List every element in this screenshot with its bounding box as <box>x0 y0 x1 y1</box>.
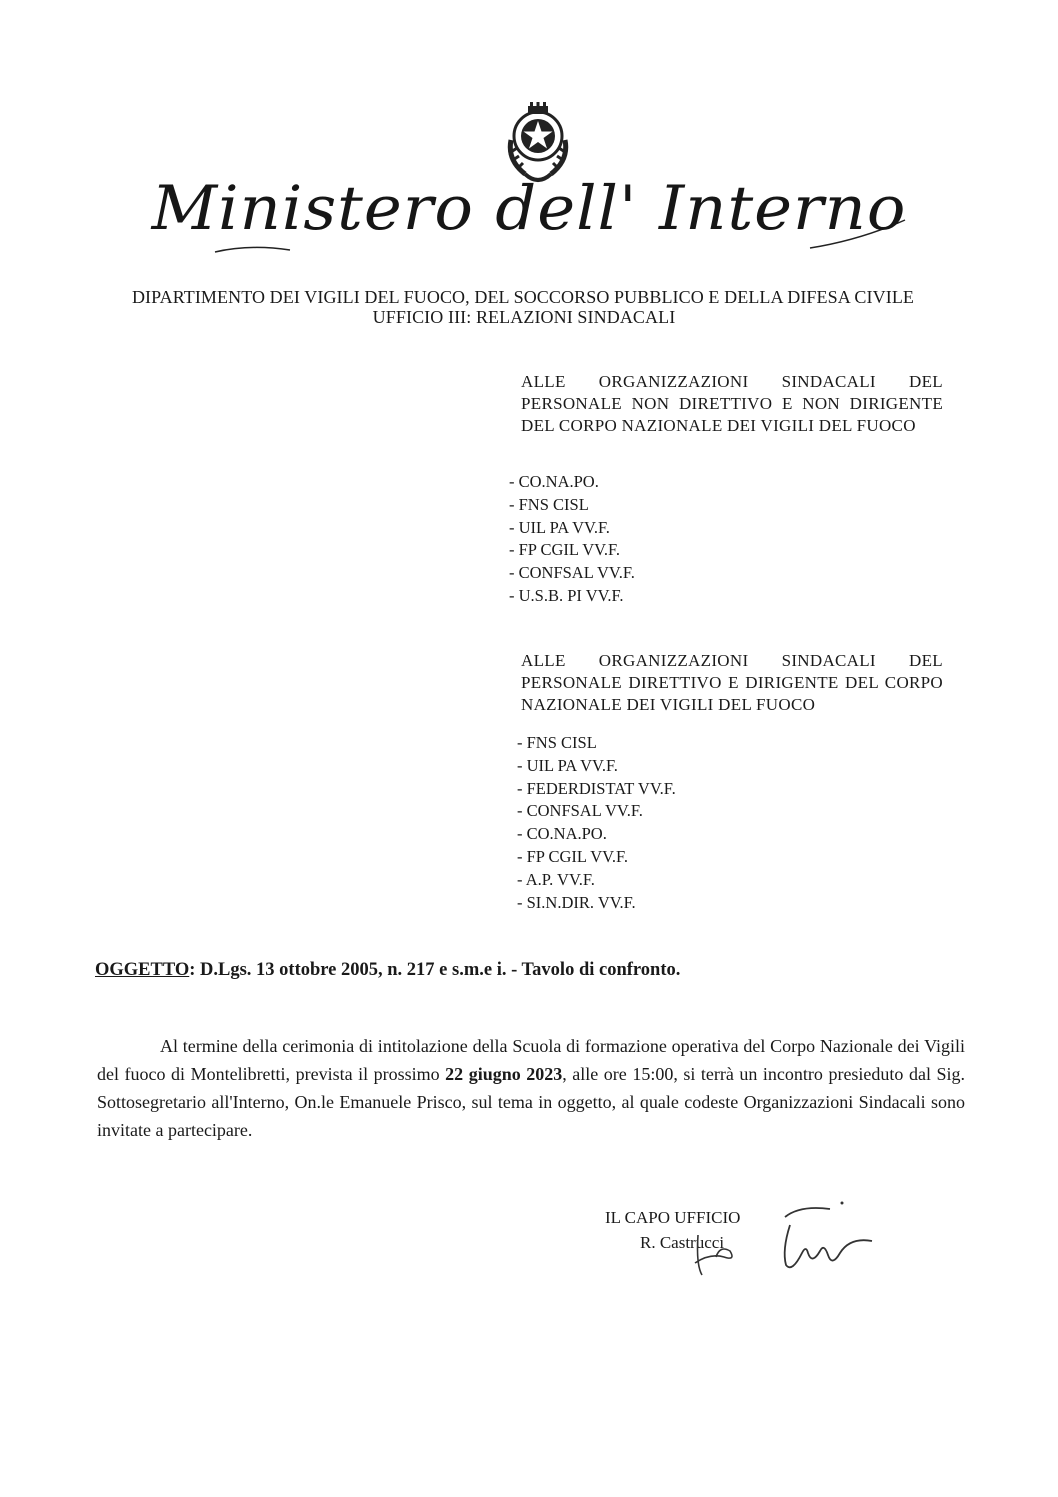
list-item: - U.S.B. PI VV.F. <box>509 585 624 605</box>
recipients-list <box>509 471 635 608</box>
office-name: UFFICIO III: RELAZIONI SINDACALI <box>372 307 676 327</box>
list-item: - CONFSAL VV.F. <box>509 563 635 583</box>
recipients-heading: ALLE ORGANIZZAZIONI SINDACALI DEL PERSONALE DIRETTIVO E DIRIGENTE DEL CORPO NAZIONALE DEI VIGILI DEL FUOCO <box>521 651 943 714</box>
subject-line <box>95 960 680 981</box>
list-item: - FP CGIL VV.F. <box>517 846 629 866</box>
recipients-list <box>517 732 676 914</box>
body-text-part: Al termine della cerimonia di intitolazione della Scuola di formazione operativa del Corpo Nazionale dei Vigili del fuoco di Montelibretti, prevista il prossimo <box>97 1036 965 1084</box>
subject-text: : D.Lgs. 13 ottobre 2005, n. 217 e s.m.e i. - Tavolo di confronto. <box>189 960 681 980</box>
signatory-title: IL CAPO UFFICIO <box>605 1208 741 1227</box>
body-paragraph <box>97 1032 965 1144</box>
ministry-title: Ministero dell' Interno <box>151 173 907 245</box>
list-item: - FNS CISL <box>509 494 589 514</box>
list-item: - SI.N.DIR. VV.F. <box>517 892 636 912</box>
list-item: - CO.NA.PO. <box>517 824 607 844</box>
list-item: - A.P. VV.F. <box>517 869 595 889</box>
meeting-date: 22 giugno 2023 <box>445 1064 563 1084</box>
list-item: - FEDERDISTAT VV.F. <box>517 778 676 798</box>
department-name: DIPARTIMENTO DEI VIGILI DEL FUOCO, DEL SOCCORSO PUBBLICO E DELLA DIFESA CIVILE <box>131 287 915 307</box>
body-text-part: , alle ore 15:00, si terrà un incontro presieduto dal Sig. Sottosegretario all'Interno, On.le Emanuele Prisco, sul tema in oggetto, al quale codeste Organizzazioni Sindacali sono invitate a partecipare. <box>97 1064 965 1140</box>
list-item: - UIL PA VV.F. <box>517 755 618 775</box>
list-item: - CO.NA.PO. <box>509 472 599 491</box>
handwritten-signature <box>690 1195 880 1285</box>
subject-label: OGGETTO <box>95 960 190 980</box>
list-item: - UIL PA VV.F. <box>509 517 610 537</box>
list-item: - FNS CISL <box>517 733 597 752</box>
list-item: - FP CGIL VV.F. <box>509 540 621 560</box>
signatory-name: R. Castrucci <box>640 1233 725 1252</box>
list-item: - CONFSAL VV.F. <box>517 801 643 821</box>
recipients-heading: ALLE ORGANIZZAZIONI SINDACALI DEL PERSONALE NON DIRETTIVO E NON DIRIGENTE DEL CORPO NAZIONALE DEI VIGILI DEL FUOCO <box>521 372 943 435</box>
